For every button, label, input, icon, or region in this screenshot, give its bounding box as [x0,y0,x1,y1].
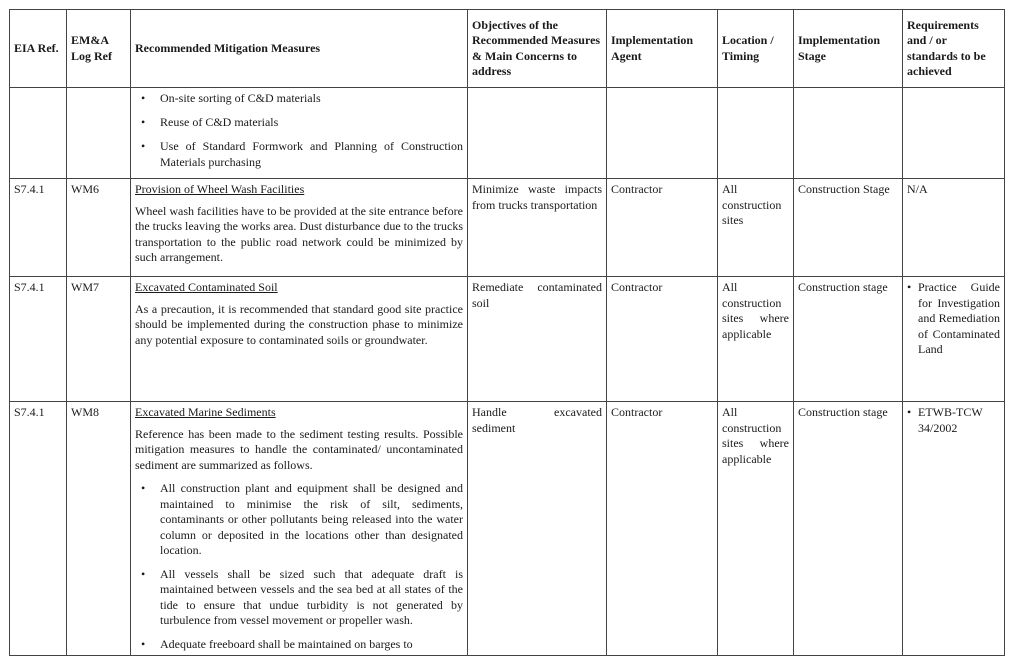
eia-ref-cell: S7.4.1 [10,179,67,277]
requirements-cell [903,402,1005,656]
table-row [10,179,1005,277]
stage-cell: Construction stage [794,402,903,656]
em-log-ref-cell: WM6 [67,179,131,277]
agent-cell [607,88,718,179]
list-item: • Reuse of C&D materials [141,114,279,129]
objectives-cell: Remediate contaminated soil [468,277,607,402]
eia-ref-cell: S7.4.1 [10,277,67,402]
bullet-icon: • [907,405,912,419]
requirements-cell [903,88,1005,179]
bullet-icon: • [141,139,146,153]
table-header-row [10,10,1005,88]
agent-cell: Contractor [607,179,718,277]
header-em-log-ref: EM&A Log Ref [67,10,131,88]
stage-cell [794,88,903,179]
location-cell [718,88,794,179]
measure-body: Wheel wash facilities have to be provided at the site entrance before the trucks leaving the works area. Dust disturbance due to the trucks transportation to the public road network could be minimized by such arrangement. [135,203,463,264]
list-item: • All construction plant and equipment shall be designed and maintained to minimise the risk of silt, sediments, contaminants or other pollutants being released into the water column or deposited in the locations other than designated location. [141,481,463,557]
list-item: • All vessels shall be sized such that adequate draft is maintained between vessels and the sea bed at all states of the tide to ensure that undue turbidity is not generated by turbulence from vessel movement or propeller wash. [141,566,463,627]
list-item: • Adequate freeboard shall be maintained on barges to [141,636,413,651]
objectives-cell [468,88,607,179]
table-row [10,88,1005,179]
header-agent: Implementation Agent [607,10,718,88]
agent-cell: Contractor [607,277,718,402]
bullet-icon: • [141,114,146,129]
bullet-icon: • [141,566,146,581]
requirements-cell: N/A [903,179,1005,277]
list-item: • Use of Standard Formwork and Planning of Construction Materials purchasing [141,139,463,169]
em-log-ref-cell [67,88,131,179]
eia-ref-cell [10,88,67,179]
header-stage: Implementation Stage [794,10,903,88]
location-cell: All construction sites [718,179,794,277]
measures-cell [131,88,468,179]
bullet-icon: • [141,481,146,495]
measure-title: Excavated Marine Sediments [135,405,276,419]
requirements-cell [903,277,1005,402]
measures-cell [131,179,468,277]
mitigation-measures-table [9,9,1005,656]
list-item: • ETWB-TCW 34/2002 [907,405,983,435]
measures-cell [131,402,468,656]
list-item: • Practice Guide for Investigation and Remediation of Contaminated Land [907,280,1000,356]
em-log-ref-cell: WM8 [67,402,131,656]
measure-body: As a precaution, it is recommended that standard good site practice should be implemented during the construction phase to minimize any potential exposure to contaminated soils or groundwater. [135,301,463,347]
em-log-ref-cell: WM7 [67,277,131,402]
location-cell: All construction sites where applicable [718,402,794,656]
eia-ref-cell: S7.4.1 [10,402,67,656]
stage-cell: Construction stage [794,277,903,402]
measure-title: Provision of Wheel Wash Facilities [135,182,305,196]
header-objectives: Objectives of the Recommended Measures & Main Concerns to address [468,10,607,88]
measure-body: Reference has been made to the sediment testing results. Possible mitigation measures to handle the contaminated/ uncontaminated sediment are summarized as follows. [135,426,463,472]
table-row [10,402,1005,656]
bullet-icon: • [907,280,912,294]
measure-title: Excavated Contaminated Soil [135,280,278,294]
bullet-icon: • [141,91,146,105]
location-cell: All construction sites where applicable [718,277,794,402]
table-row [10,277,1005,402]
bullet-icon: • [141,636,146,651]
list-item: • On-site sorting of C&D materials [141,91,321,105]
agent-cell: Contractor [607,402,718,656]
header-location: Location / Timing [718,10,794,88]
header-eia-ref: EIA Ref. [10,10,67,88]
measures-cell [131,277,468,402]
header-measures: Recommended Mitigation Measures [131,10,468,88]
header-requirements: Requirements and / or standards to be achieved [903,10,1005,88]
stage-cell: Construction Stage [794,179,903,277]
objectives-cell: Minimize waste impacts from trucks transportation [468,179,607,277]
objectives-cell: Handle excavated sediment [468,402,607,656]
